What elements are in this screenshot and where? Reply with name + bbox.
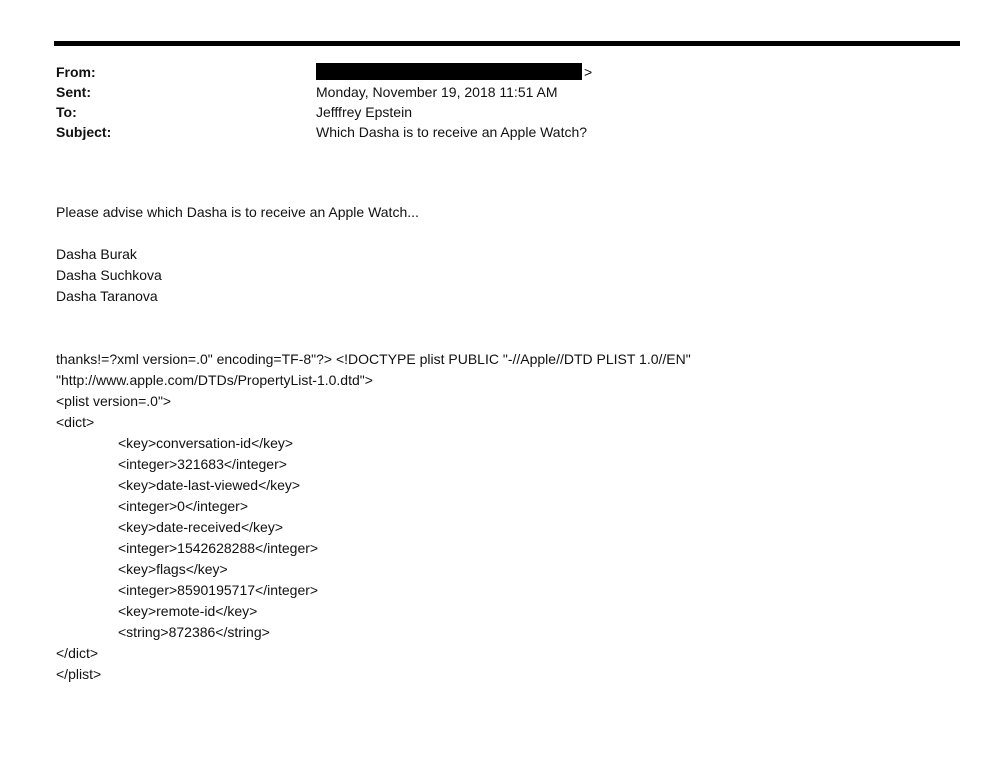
dict-entry: <key>remote-id</key> [118,603,258,619]
dict-entry: <key>flags</key> [118,561,228,577]
from-value [316,62,592,82]
to-row [56,102,936,122]
from-row [56,62,936,82]
name-item: Dasha Burak [56,246,137,262]
dict-entry: <integer>1542628288</integer> [118,540,319,556]
email-body [56,202,956,685]
subject-value: Which Dasha is to receive an Apple Watch? [316,124,588,140]
dict-entry: <integer>8590195717</integer> [118,582,319,598]
dict-entry: <key>date-last-viewed</key> [118,477,301,493]
plist-open-tag: <plist version=.0"> [56,393,172,409]
dict-open-tag: <dict> [56,414,95,430]
name-item: Dasha Suchkova [56,267,162,283]
doctype-url-line: "http://www.apple.com/DTDs/PropertyList-1.0.dtd"> [56,372,373,388]
sent-value: Monday, November 19, 2018 11:51 AM [316,84,558,100]
xml-declaration-line: thanks!=?xml version=.0" encoding=TF-8"?> <!DOCTYPE plist PUBLIC "-//Apple//DTD PLIST 1.0//EN" [56,351,691,367]
from-label: From: [56,64,96,80]
dict-entry: <string>872386</string> [118,624,270,640]
header-divider [54,41,960,46]
subject-label: Subject: [56,124,112,140]
dict-entry: <key>conversation-id</key> [118,435,294,451]
from-suffix: > [584,64,593,80]
to-value: Jefffrey Epstein [316,104,412,120]
plist-close-tag: </plist> [56,666,102,682]
dict-entry: <integer>0</integer> [118,498,248,514]
sent-row [56,82,936,102]
sent-label: Sent: [56,84,91,100]
email-header [56,62,936,142]
dict-entry: <key>date-received</key> [118,519,283,535]
intro-text: Please advise which Dasha is to receive an Apple Watch... [56,204,419,220]
to-label: To: [56,104,77,120]
subject-row [56,122,936,142]
name-item: Dasha Taranova [56,288,158,304]
dict-close-tag: </dict> [56,645,99,661]
redaction-block [316,63,582,80]
dict-entry: <integer>321683</integer> [118,456,287,472]
